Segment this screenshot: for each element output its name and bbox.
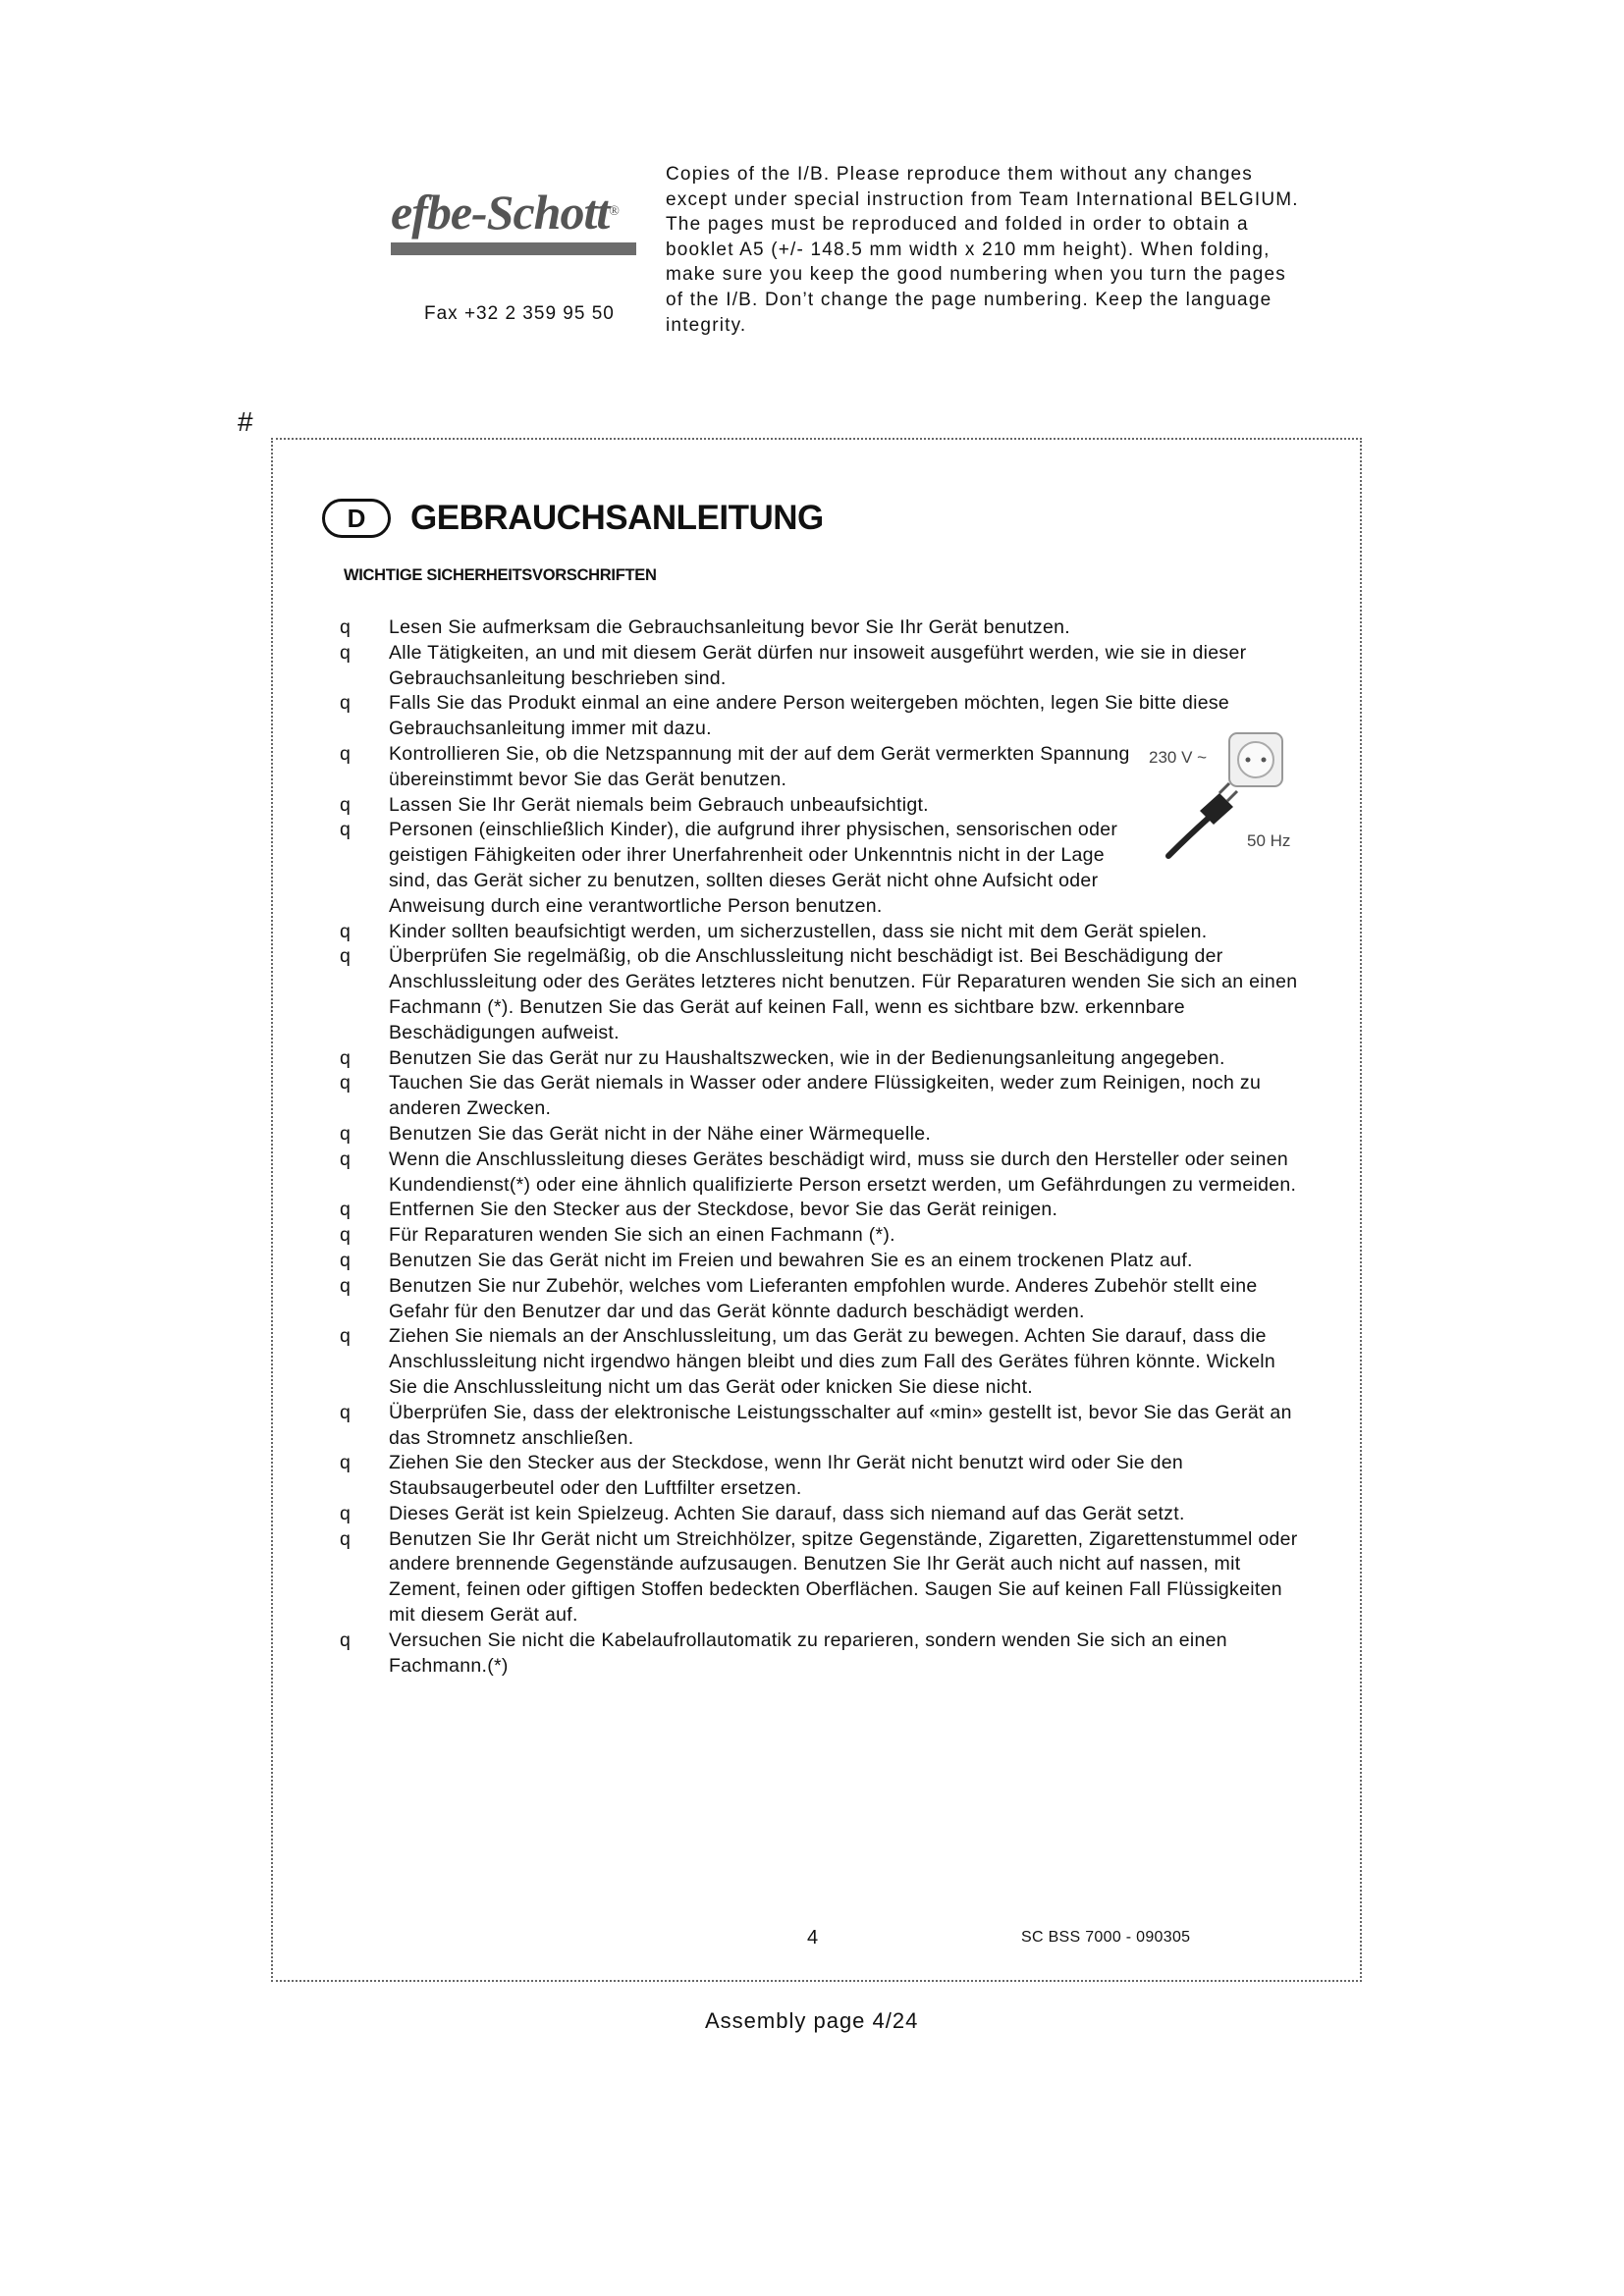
registered-mark: ® xyxy=(609,204,619,219)
bullet-marker: q xyxy=(340,1401,352,1423)
copies-instructions: Copies of the I/B. Please reproduce them without any changes except under special instruction from Team International BELGIUM. The pages must be reproduced and folded in order to obtain a booklet A5 (+/- 148.5 mm width x 210 mm height). When folding, make sure you keep the good numbering when you turn the pages of the I/B. Don’t change the page numbering. Keep the language integrity. xyxy=(666,164,1299,336)
list-item-text: Tauchen Sie das Gerät niemals in Wasser oder andere Flüssigkeiten, weder zum Reinigen, noch zu anderen Zwecken. xyxy=(389,1072,1262,1120)
list-item-text: Versuchen Sie nicht die Kabelaufrollautomatik zu reparieren, sondern wenden Sie sich an einen Fachmann.(*) xyxy=(389,1629,1227,1677)
list-item xyxy=(340,641,1302,692)
list-item xyxy=(340,1451,1302,1502)
list-item-text: Benutzen Sie Ihr Gerät nicht um Streichhölzer, spitze Gegenstände, Zigaretten, Zigarettenstummel oder andere brennende Gegenstände aufzusaugen. Benutzen Sie Ihr Gerät auch nicht auf nassen, mit Zement, feinen oder giftigen Stoffen bedeckten Oberflächen. Saugen Sie auf keinen Fall Flüssigkeiten mit diesem Gerät auf. xyxy=(389,1527,1298,1627)
list-item xyxy=(340,1198,1302,1223)
list-item xyxy=(340,1046,1302,1072)
list-item-text: Dieses Gerät ist kein Spielzeug. Achten Sie darauf, dass sich niemand auf das Gerät setzt. xyxy=(389,1502,1185,1524)
list-item xyxy=(340,1274,1302,1325)
bullet-marker: q xyxy=(340,641,352,664)
page-title: GEBRAUCHSANLEITUNG xyxy=(410,499,824,537)
model-code: SC BSS 7000 - 090305 xyxy=(1021,1929,1191,1946)
list-item-text: Überprüfen Sie regelmäßig, ob die Anschlussleitung nicht beschädigt ist. Bei Beschädigung der Anschlussleitung oder des Gerätes letzteres nicht benutzen. Für Reparaturen wenden Sie sich an einen Fachmann (*). Benutzen Sie das Gerät auf keinen Fall, wenn es sichtbare bzw. erkennbare Beschädigungen aufweist. xyxy=(389,945,1298,1043)
bullet-marker: q xyxy=(340,692,352,715)
list-item-text: Falls Sie das Produkt einmal an eine andere Person weitergeben möchten, legen Sie bitte diese Gebrauchsanleitung immer mit dazu. xyxy=(389,692,1230,740)
list-item-text: Benutzen Sie das Gerät nur zu Haushaltszwecken, wie in der Bedienungsanleitung angegeben. xyxy=(389,1046,1225,1069)
list-item xyxy=(340,1629,1302,1680)
bullet-marker: q xyxy=(340,1325,352,1348)
page-number: 4 xyxy=(807,1927,819,1949)
list-item xyxy=(340,944,1302,1045)
socket-hole-left xyxy=(1246,758,1251,763)
bullet-marker: q xyxy=(340,1122,352,1145)
bullet-marker: q xyxy=(340,1274,352,1297)
bullet-marker: q xyxy=(340,920,352,942)
list-item-text: Lesen Sie aufmerksam die Gebrauchsanleitung bevor Sie Ihr Gerät benutzen. xyxy=(389,616,1070,638)
assembly-page-note: Assembly page 4/24 xyxy=(705,2008,919,2033)
list-item-text: Lassen Sie Ihr Gerät niemals beim Gebrauch unbeaufsichtigt. xyxy=(389,793,929,816)
brand-logo xyxy=(391,185,646,261)
bullet-marker: q xyxy=(340,616,352,638)
socket-face xyxy=(1238,742,1273,777)
list-item xyxy=(340,1502,1302,1527)
fax-number: Fax +32 2 359 95 50 xyxy=(424,303,615,324)
list-item-text: Kontrollieren Sie, ob die Netzspannung mit der auf dem Gerät vermerkten Spannung übereinstimmt bevor Sie das Gerät benutzen. xyxy=(389,742,1130,790)
list-item xyxy=(340,1071,1302,1122)
bullet-marker: q xyxy=(340,793,352,816)
bullet-marker: q xyxy=(340,1249,352,1271)
logo-underline-bar xyxy=(391,242,636,255)
bullet-marker: q xyxy=(340,1199,352,1221)
list-item-text: Benutzen Sie das Gerät nicht in der Nähe einer Wärmequelle. xyxy=(389,1122,932,1145)
power-cord xyxy=(1168,819,1208,856)
bullet-marker: q xyxy=(340,819,352,841)
bullet-marker: q xyxy=(340,1224,352,1247)
frequency-label: 50 Hz xyxy=(1247,831,1291,850)
wall-socket-and-plug-icon xyxy=(1149,728,1301,876)
list-item xyxy=(340,1527,1302,1629)
manual-heading xyxy=(322,493,824,544)
safety-subtitle: WICHTIGE SICHERHEITSVORSCHRIFTEN xyxy=(344,566,657,584)
list-item xyxy=(340,1223,1302,1249)
hash-mark: # xyxy=(238,406,253,437)
plug-pin-top xyxy=(1219,783,1229,793)
list-item-text: Ziehen Sie niemals an der Anschlussleitung, um das Gerät zu bewegen. Achten Sie darauf, dass die Anschlussleitung nicht irgendwo hängen bleibt und dies zum Fall des Gerätes führen könnte. Wickeln Sie die Anschlussleitung nicht um das Gerät oder knicken Sie diese nicht. xyxy=(389,1325,1276,1398)
list-item xyxy=(340,615,1302,641)
list-item-text: Benutzen Sie das Gerät nicht im Freien und bewahren Sie es an einem trockenen Platz auf. xyxy=(389,1249,1193,1271)
list-item-text: Ziehen Sie den Stecker aus der Steckdose, wenn Ihr Gerät nicht benutzt wird oder Sie den Staubsaugerbeutel oder den Luftfilter ersetzen. xyxy=(389,1452,1184,1500)
list-item xyxy=(340,1401,1302,1452)
bullet-marker: q xyxy=(340,1629,352,1651)
bullet-marker: q xyxy=(340,742,352,765)
list-item xyxy=(340,1324,1302,1400)
list-item-text: Kinder sollten beaufsichtigt werden, um sicherzustellen, dass sie nicht mit dem Gerät spielen. xyxy=(389,920,1208,942)
language-badge: D xyxy=(322,499,391,538)
brand-logo-text: efbe-Schott xyxy=(391,185,610,240)
list-item xyxy=(340,920,1302,945)
voltage-label: 230 V ~ xyxy=(1149,748,1208,767)
bullet-marker: q xyxy=(340,945,352,968)
list-item xyxy=(340,1122,1302,1148)
list-item-text: Wenn die Anschlussleitung dieses Gerätes beschädigt wird, muss sie durch den Hersteller oder seinen Kundendienst(*) oder eine ähnlich qualifizierte Person ersetzt werden, um Gefährdungen zu vermeiden. xyxy=(389,1148,1297,1196)
bullet-marker: q xyxy=(340,1452,352,1474)
bullet-marker: q xyxy=(340,1148,352,1170)
bullet-marker: q xyxy=(340,1527,352,1550)
list-item-text: Personen (einschließlich Kinder), die aufgrund ihrer physischen, sensorischen oder geistigen Fähigkeiten oder ihrer Unerfahrenheit oder Unkenntnis nicht in der Lage sind, das Gerät sicher zu benutzen, sollten dieses Gerät nicht ohne Aufsicht oder Anweisung durch eine verantwortliche Person benutzen. xyxy=(389,819,1118,917)
list-item-text: Überprüfen Sie, dass der elektronische Leistungsschalter auf «min» gestellt ist, bevor Sie das Gerät an das Stromnetz anschließen. xyxy=(389,1401,1292,1449)
bullet-marker: q xyxy=(340,1072,352,1095)
socket-hole-right xyxy=(1262,758,1267,763)
list-item-text: Entfernen Sie den Stecker aus der Steckdose, bevor Sie das Gerät reinigen. xyxy=(389,1199,1058,1221)
bullet-marker: q xyxy=(340,1502,352,1524)
bullet-marker: q xyxy=(340,1046,352,1069)
list-item xyxy=(340,1249,1302,1274)
list-item-text: Benutzen Sie nur Zubehör, welches vom Lieferanten empfohlen wurde. Anderes Zubehör stellt eine Gefahr für den Benutzer dar und das Gerät könnte dadurch beschädigt werden. xyxy=(389,1274,1258,1322)
list-item xyxy=(340,1148,1302,1199)
list-item-text: Für Reparaturen wenden Sie sich an einen Fachmann (*). xyxy=(389,1224,895,1247)
plug-pin-bottom xyxy=(1227,791,1237,801)
list-item-text: Alle Tätigkeiten, an und mit diesem Gerät dürfen nur insoweit ausgeführt werden, wie sie in dieser Gebrauchsanleitung beschrieben sind. xyxy=(389,641,1247,689)
